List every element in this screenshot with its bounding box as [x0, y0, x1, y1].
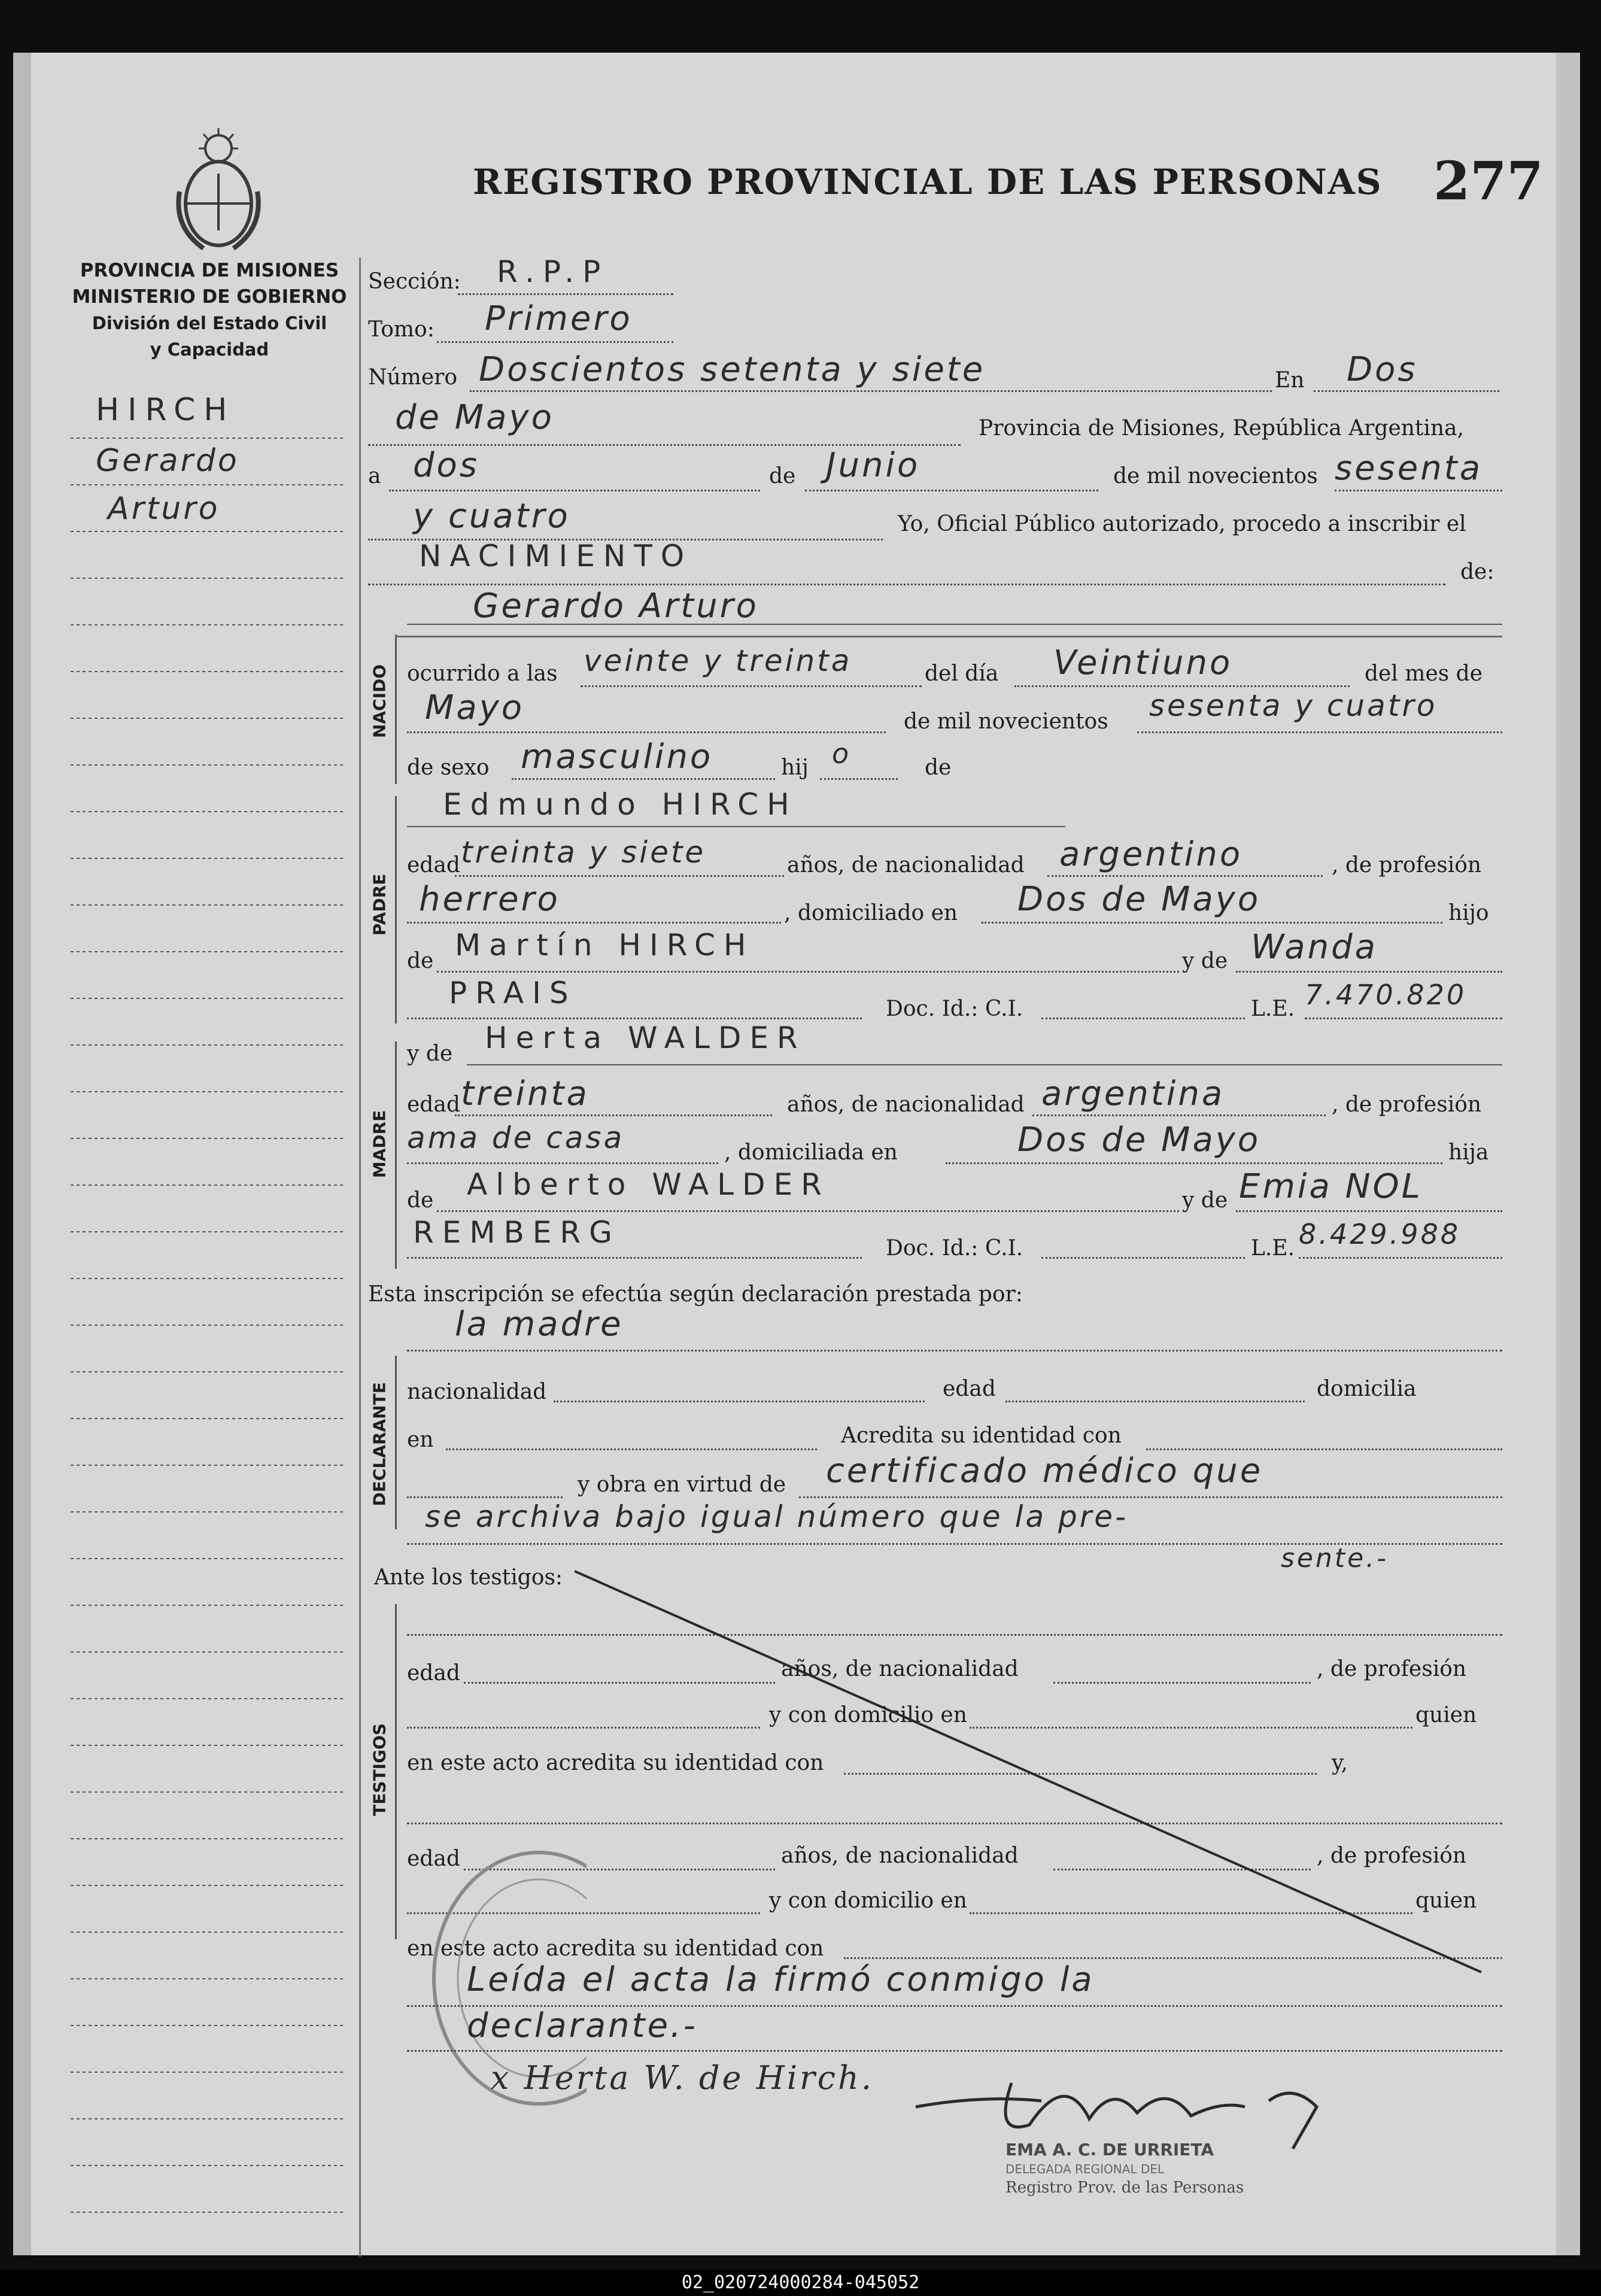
birth-day: Veintiuno	[1053, 643, 1233, 682]
seccion-line	[458, 293, 673, 295]
paternal-grandfather: Martín HIRCH	[455, 928, 755, 962]
tomo-line	[437, 341, 673, 343]
declarante-section-label: DECLARANTE	[369, 1382, 390, 1507]
declarante-en-label: en	[407, 1428, 434, 1452]
madre-edad-label: edad	[407, 1092, 460, 1117]
madre-prof-line	[407, 1162, 718, 1164]
mother-le-number: 8.429.988	[1299, 1218, 1461, 1250]
obra-value-cont2: sente.-	[1281, 1543, 1389, 1574]
madre-de-label: de	[407, 1188, 434, 1213]
madre-y-de-label-2: y de	[1182, 1188, 1228, 1213]
father-name: Edmundo HIRCH	[443, 787, 798, 822]
person-name: Gerardo Arturo	[473, 587, 759, 625]
en-line	[1314, 390, 1499, 392]
maternal-grandmother-cont-line	[407, 1257, 862, 1259]
act-type: NACIMIENTO	[419, 539, 693, 573]
acredita-label: Acredita su identidad con	[841, 1423, 1122, 1448]
seccion-label: Sección:	[368, 269, 461, 294]
birth-year: sesenta y cuatro	[1149, 688, 1438, 723]
padre-bracket	[395, 796, 397, 1024]
sexo-label: de sexo	[407, 755, 490, 780]
father-profession: herrero	[419, 880, 560, 919]
declarant-signature: x Herta W. de Hirch.	[491, 2059, 874, 2097]
witness1-acredita-label: en este acto acredita su identidad con	[407, 1751, 824, 1775]
madre-bracket	[395, 1041, 397, 1269]
act-line	[368, 584, 1445, 585]
mother-domicile: Dos de Mayo	[1017, 1120, 1261, 1159]
a-label: a	[368, 464, 381, 488]
mother-name-line	[467, 1064, 1502, 1065]
witness1-y-label: y,	[1332, 1751, 1348, 1775]
hij-line	[820, 778, 898, 780]
margin-ruled-lines	[71, 413, 346, 2256]
padre-edad-line	[455, 875, 784, 877]
nacido-bracket	[395, 634, 397, 784]
month-line	[805, 490, 1098, 491]
madre-section-label: MADRE	[369, 1110, 390, 1179]
grandmother-cont-line	[407, 1018, 862, 1019]
mother-age: treinta	[461, 1074, 590, 1113]
margin-given-name-1: Gerardo	[96, 443, 239, 479]
obra-line	[799, 1496, 1502, 1498]
obra-prefix-line	[407, 1496, 563, 1498]
obra-value: certificado médico que	[826, 1451, 1263, 1490]
day-line	[389, 490, 760, 491]
page-edge	[1556, 53, 1580, 2255]
mother-profession: ama de casa	[407, 1120, 625, 1155]
father-le-number: 7.470.820	[1305, 979, 1467, 1011]
en-label: En	[1275, 368, 1305, 393]
declarante-edad-line	[1005, 1401, 1305, 1402]
witness1-dom-label: y con domicilio en	[769, 1703, 967, 1727]
margin-surname: HIRCH	[96, 392, 236, 428]
official-title-1: DELEGADA REGIONAL DEL	[1005, 2162, 1165, 2176]
mother-name: Herta WALDER	[485, 1021, 806, 1055]
birth-year-line	[1137, 731, 1502, 733]
hij-suffix: o	[832, 737, 852, 770]
padre-hijo-label: hijo	[1448, 901, 1489, 925]
madre-edad-line	[455, 1114, 772, 1116]
del-mes-label: del mes de	[1365, 661, 1483, 686]
numero-value: Doscientos setenta y siete	[479, 350, 986, 389]
numero-label: Número	[368, 365, 458, 390]
capacity-label: y Capacidad	[150, 339, 269, 360]
maternal-grandmother-line	[1236, 1210, 1502, 1212]
father-nationality: argentino	[1059, 835, 1243, 874]
book-spine	[13, 53, 31, 2255]
witness1-nac-label: años, de nacionalidad	[781, 1657, 1019, 1681]
province-label: PROVINCIA DE MISIONES	[80, 260, 339, 281]
obra-value-cont: se archiva bajo igual número que la pre-	[425, 1499, 1129, 1534]
madre-doc-label: Doc. Id.: C.I.	[886, 1236, 1023, 1261]
declarante-en-line	[446, 1448, 817, 1450]
province-text: Provincia de Misiones, República Argentina,	[979, 416, 1465, 441]
sexo-value: masculino	[521, 737, 713, 776]
obra-label: y obra en virtud de	[578, 1472, 786, 1497]
padre-nac-label: años, de nacionalidad	[787, 853, 1025, 877]
mother-nationality: argentina	[1041, 1074, 1225, 1113]
maternal-grandmother-cont: REMBERG	[413, 1215, 621, 1250]
declarante-nac-line	[554, 1401, 925, 1402]
margin-given-name-2: Arturo	[108, 491, 220, 527]
nacido-section-label: NACIDO	[369, 664, 390, 739]
registration-day: dos	[413, 446, 479, 485]
coat-of-arms-icon	[168, 126, 269, 257]
closing-line-2	[407, 2050, 1502, 2052]
declarante-bracket	[395, 1356, 397, 1529]
testigos-intro: Ante los testigos:	[374, 1565, 563, 1590]
birth-hour: veinte y treinta	[584, 643, 852, 678]
official-name: EMA A. C. DE URRIETA	[1005, 2140, 1214, 2160]
officer-text: Yo, Oficial Público autorizado, procedo a inscribir el	[898, 512, 1466, 536]
margin-lines-graphic	[71, 413, 346, 2256]
madre-y-de-label: y de	[407, 1041, 453, 1066]
witness2-quien-label: quien	[1415, 1888, 1477, 1913]
grandmother-line	[1236, 971, 1502, 973]
witness2-nac-label: años, de nacionalidad	[781, 1844, 1019, 1868]
en-value: Dos	[1347, 350, 1418, 389]
hij-label: hij	[781, 755, 809, 780]
paternal-grandmother-cont: PRAIS	[449, 976, 577, 1010]
tomo-label: Tomo:	[368, 317, 435, 342]
father-age: treinta y siete	[461, 835, 706, 870]
closing-text-1: Leída el acta la firmó conmigo la	[467, 1960, 1095, 1999]
paternal-grandmother: Wanda	[1251, 928, 1378, 967]
nacido-de-label: de	[925, 755, 952, 780]
de-colon-label: de:	[1460, 560, 1494, 584]
ocurrido-label: ocurrido a las	[407, 661, 558, 686]
witness2-dom-label: y con domicilio en	[769, 1888, 967, 1913]
witness2-edad-label: edad	[407, 1846, 460, 1871]
declarant-line	[407, 1350, 1502, 1352]
register-title: REGISTRO PROVINCIAL DE LAS PERSONAS	[473, 162, 1383, 202]
birth-month: Mayo	[425, 688, 525, 727]
padre-nac-line	[1047, 875, 1323, 877]
witness1-quien-label: quien	[1415, 1703, 1477, 1727]
nacido-top-rule	[395, 636, 1502, 637]
father-domicile: Dos de Mayo	[1017, 880, 1261, 919]
birth-day-line	[1014, 685, 1350, 687]
image-id-footer: 02_020724000284-045052	[0, 2270, 1601, 2296]
padre-le-label: L.E.	[1251, 997, 1295, 1021]
padre-edad-label: edad	[407, 853, 460, 877]
registration-year: sesenta	[1335, 449, 1483, 488]
declaration-intro: Esta inscripción se efectúa según declaración prestada por:	[368, 1282, 1023, 1307]
cancellation-stroke	[575, 1568, 1484, 1975]
division-label: División del Estado Civil	[92, 313, 327, 333]
padre-de-label: de	[407, 949, 434, 973]
madre-dom-line	[946, 1162, 1442, 1164]
birth-year-prefix: de mil novecientos	[904, 709, 1108, 734]
seccion-value: R.P.P	[497, 254, 609, 289]
madre-prof-label: , de profesión	[1332, 1092, 1482, 1117]
padre-prof-label: , de profesión	[1332, 853, 1482, 877]
declarant-value: la madre	[455, 1305, 624, 1344]
padre-dom-label: , domiciliado en	[784, 901, 958, 925]
padre-doc-label: Doc. Id.: C.I.	[886, 997, 1023, 1021]
form-divider	[359, 257, 361, 2256]
madre-nac-label: años, de nacionalidad	[787, 1092, 1025, 1117]
father-name-line	[407, 826, 1065, 827]
witness1-prof-label: , de profesión	[1317, 1657, 1467, 1681]
madre-le-label: L.E.	[1251, 1236, 1295, 1261]
madre-hija-label: hija	[1448, 1140, 1489, 1165]
closing-text-2: declarante.-	[467, 2006, 698, 2045]
testigos-section-label: TESTIGOS	[369, 1723, 390, 1816]
madre-doc-line	[1041, 1257, 1245, 1259]
madre-dom-label: , domiciliada en	[724, 1140, 898, 1165]
padre-y-de-label: y de	[1182, 949, 1228, 973]
padre-section-label: PADRE	[369, 873, 390, 936]
witness2-acredita-label: en este acto acredita su identidad con	[407, 1936, 824, 1961]
padre-doc-line	[1041, 1018, 1245, 1019]
declarante-edad-label: edad	[943, 1377, 996, 1401]
testigos-bracket	[395, 1604, 397, 1939]
sexo-line	[512, 778, 775, 780]
hour-line	[581, 685, 922, 687]
page-number: 277	[1433, 150, 1544, 212]
madre-le-line	[1299, 1257, 1502, 1259]
maternal-grandfather-line	[437, 1210, 1179, 1212]
registration-year-cont: y cuatro	[413, 497, 570, 536]
acredita-line	[1146, 1448, 1502, 1450]
numero-line	[470, 390, 1272, 392]
official-title-2: Registro Prov. de las Personas	[1005, 2179, 1244, 2197]
del-dia-label: del día	[925, 661, 999, 686]
madre-nac-line	[1032, 1114, 1326, 1116]
year-line	[1335, 490, 1502, 491]
ministry-label: MINISTERIO DE GOBIERNO	[72, 286, 347, 308]
padre-le-line	[1305, 1018, 1502, 1019]
left-panel-heading	[60, 257, 359, 363]
padre-dom-line	[982, 922, 1442, 924]
place-continued: de Mayo	[395, 398, 554, 437]
maternal-grandfather: Alberto WALDER	[467, 1167, 830, 1202]
padre-prof-line	[407, 922, 781, 924]
declarante-dom-label: domicilia	[1317, 1377, 1417, 1401]
witness1-edad-label: edad	[407, 1661, 460, 1685]
year-prefix: de mil novecientos	[1113, 464, 1318, 488]
maternal-grandmother: Emia NOL	[1239, 1167, 1423, 1206]
tomo-value: Primero	[485, 299, 633, 338]
grandfather-line	[437, 971, 1179, 973]
birth-month-line	[407, 731, 886, 733]
declarante-nac-label: nacionalidad	[407, 1380, 547, 1404]
witness2-prof-label: , de profesión	[1317, 1844, 1467, 1868]
de-label-month: de	[769, 464, 796, 488]
registration-month: Junio	[826, 446, 921, 485]
